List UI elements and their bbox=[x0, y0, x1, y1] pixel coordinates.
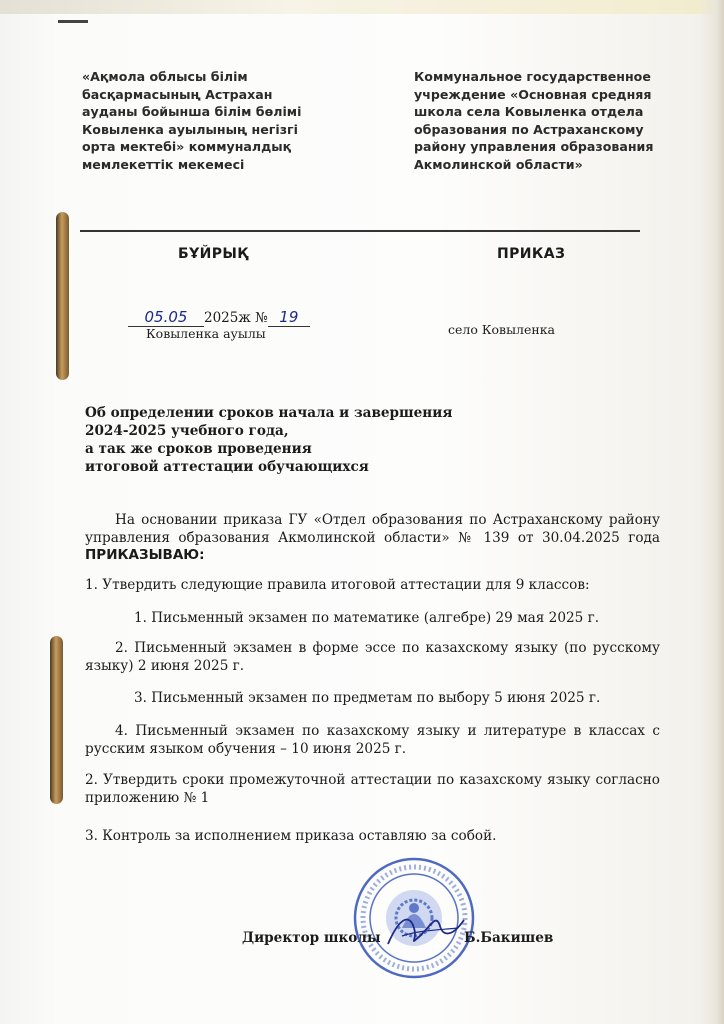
signature-name: Б.Бакишев bbox=[464, 930, 554, 946]
item-3: 3. Контроль за исполнением приказа оставляю за собой. bbox=[85, 828, 497, 844]
place-kazakh: Ковыленка ауылы bbox=[146, 326, 266, 341]
sub-item-line: русским языком обучения – 10 июня 2025 г. bbox=[85, 740, 407, 757]
signature-role: Директор школы bbox=[242, 930, 381, 946]
binder-pin-icon bbox=[50, 636, 63, 804]
subject-line: итоговой аттестации обучающихся bbox=[85, 459, 369, 475]
header-line: мемлекеттік мекемесі bbox=[82, 156, 245, 172]
title-kazakh: БҰЙРЫҚ bbox=[178, 246, 249, 262]
header-line: образования по Астраханскому bbox=[414, 121, 644, 137]
header-line: «Ақмола облысы білім bbox=[82, 69, 248, 84]
sub-item-line: языку) 2 июня 2025 г. bbox=[85, 657, 245, 674]
basis-line: На основании приказа ГУ «Отдел образования по Астраханскому району bbox=[115, 512, 660, 528]
item-2 bbox=[85, 772, 660, 807]
subject-line: Об определении сроков начала и завершения bbox=[85, 405, 453, 421]
header-line: орта мектебі» коммуналдық bbox=[82, 139, 292, 154]
sub-item-line: 2. Письменный экзамен в форме эссе по казахскому языку (по русскому bbox=[115, 640, 660, 656]
sub-item-3: 3. Письменный экзамен по предметам по выбору 5 июня 2025 г. bbox=[134, 690, 601, 706]
item-1: 1. Утвердить следующие правила итоговой аттестации для 9 классов: bbox=[85, 577, 590, 593]
header-line: учреждение «Основная средняя bbox=[414, 86, 652, 102]
subject-line: 2024-2025 учебного года, bbox=[85, 423, 289, 439]
order-year-text: 2025ж № bbox=[204, 310, 268, 326]
order-subject bbox=[85, 404, 452, 476]
item-line: 2. Утвердить сроки промежуточной аттестации по казахскому языку согласно bbox=[85, 772, 660, 788]
header-kazakh bbox=[82, 68, 332, 173]
header-russian bbox=[414, 68, 674, 173]
top-mark bbox=[58, 20, 88, 23]
order-date-line bbox=[128, 308, 310, 327]
basis-paragraph bbox=[85, 512, 660, 547]
header-line: району управления образования bbox=[414, 139, 654, 154]
order-word: ПРИКАЗЫВАЮ: bbox=[85, 547, 205, 563]
binder-pin-icon bbox=[56, 212, 69, 380]
scan-top-edge bbox=[0, 0, 724, 14]
scan-right-edge bbox=[698, 0, 724, 1024]
basis-line: управления образования Акмолинской области» № 139 от 30.04.2025 года bbox=[85, 529, 660, 546]
sub-item-line: 4. Письменный экзамен по казахскому языку и литературе в классах с bbox=[115, 723, 660, 739]
header-divider bbox=[80, 230, 640, 232]
handwritten-number: 19 bbox=[268, 308, 310, 327]
sub-item-1: 1. Письменный экзамен по математике (алгебре) 29 мая 2025 г. bbox=[134, 610, 600, 626]
header-line: Ковыленка ауылының негізгі bbox=[82, 121, 298, 137]
header-line: Коммунальное государственное bbox=[414, 69, 651, 84]
item-line: приложению № 1 bbox=[85, 789, 210, 806]
header-line: ауданы бойынша білім бөлімі bbox=[82, 104, 302, 119]
place-russian: село Ковыленка bbox=[448, 322, 555, 337]
sub-item-2 bbox=[85, 640, 660, 675]
title-russian: ПРИКАЗ bbox=[497, 246, 566, 262]
header-line: Акмолинской области» bbox=[414, 156, 583, 172]
sub-item-4 bbox=[85, 723, 660, 758]
header-line: школа села Ковыленка отдела bbox=[414, 104, 644, 119]
handwritten-date: 05.05 bbox=[128, 308, 204, 327]
handwritten-signature-icon bbox=[380, 906, 470, 956]
header-line: басқармасының Астрахан bbox=[82, 86, 273, 102]
subject-line: а так же сроков проведения bbox=[85, 441, 312, 457]
